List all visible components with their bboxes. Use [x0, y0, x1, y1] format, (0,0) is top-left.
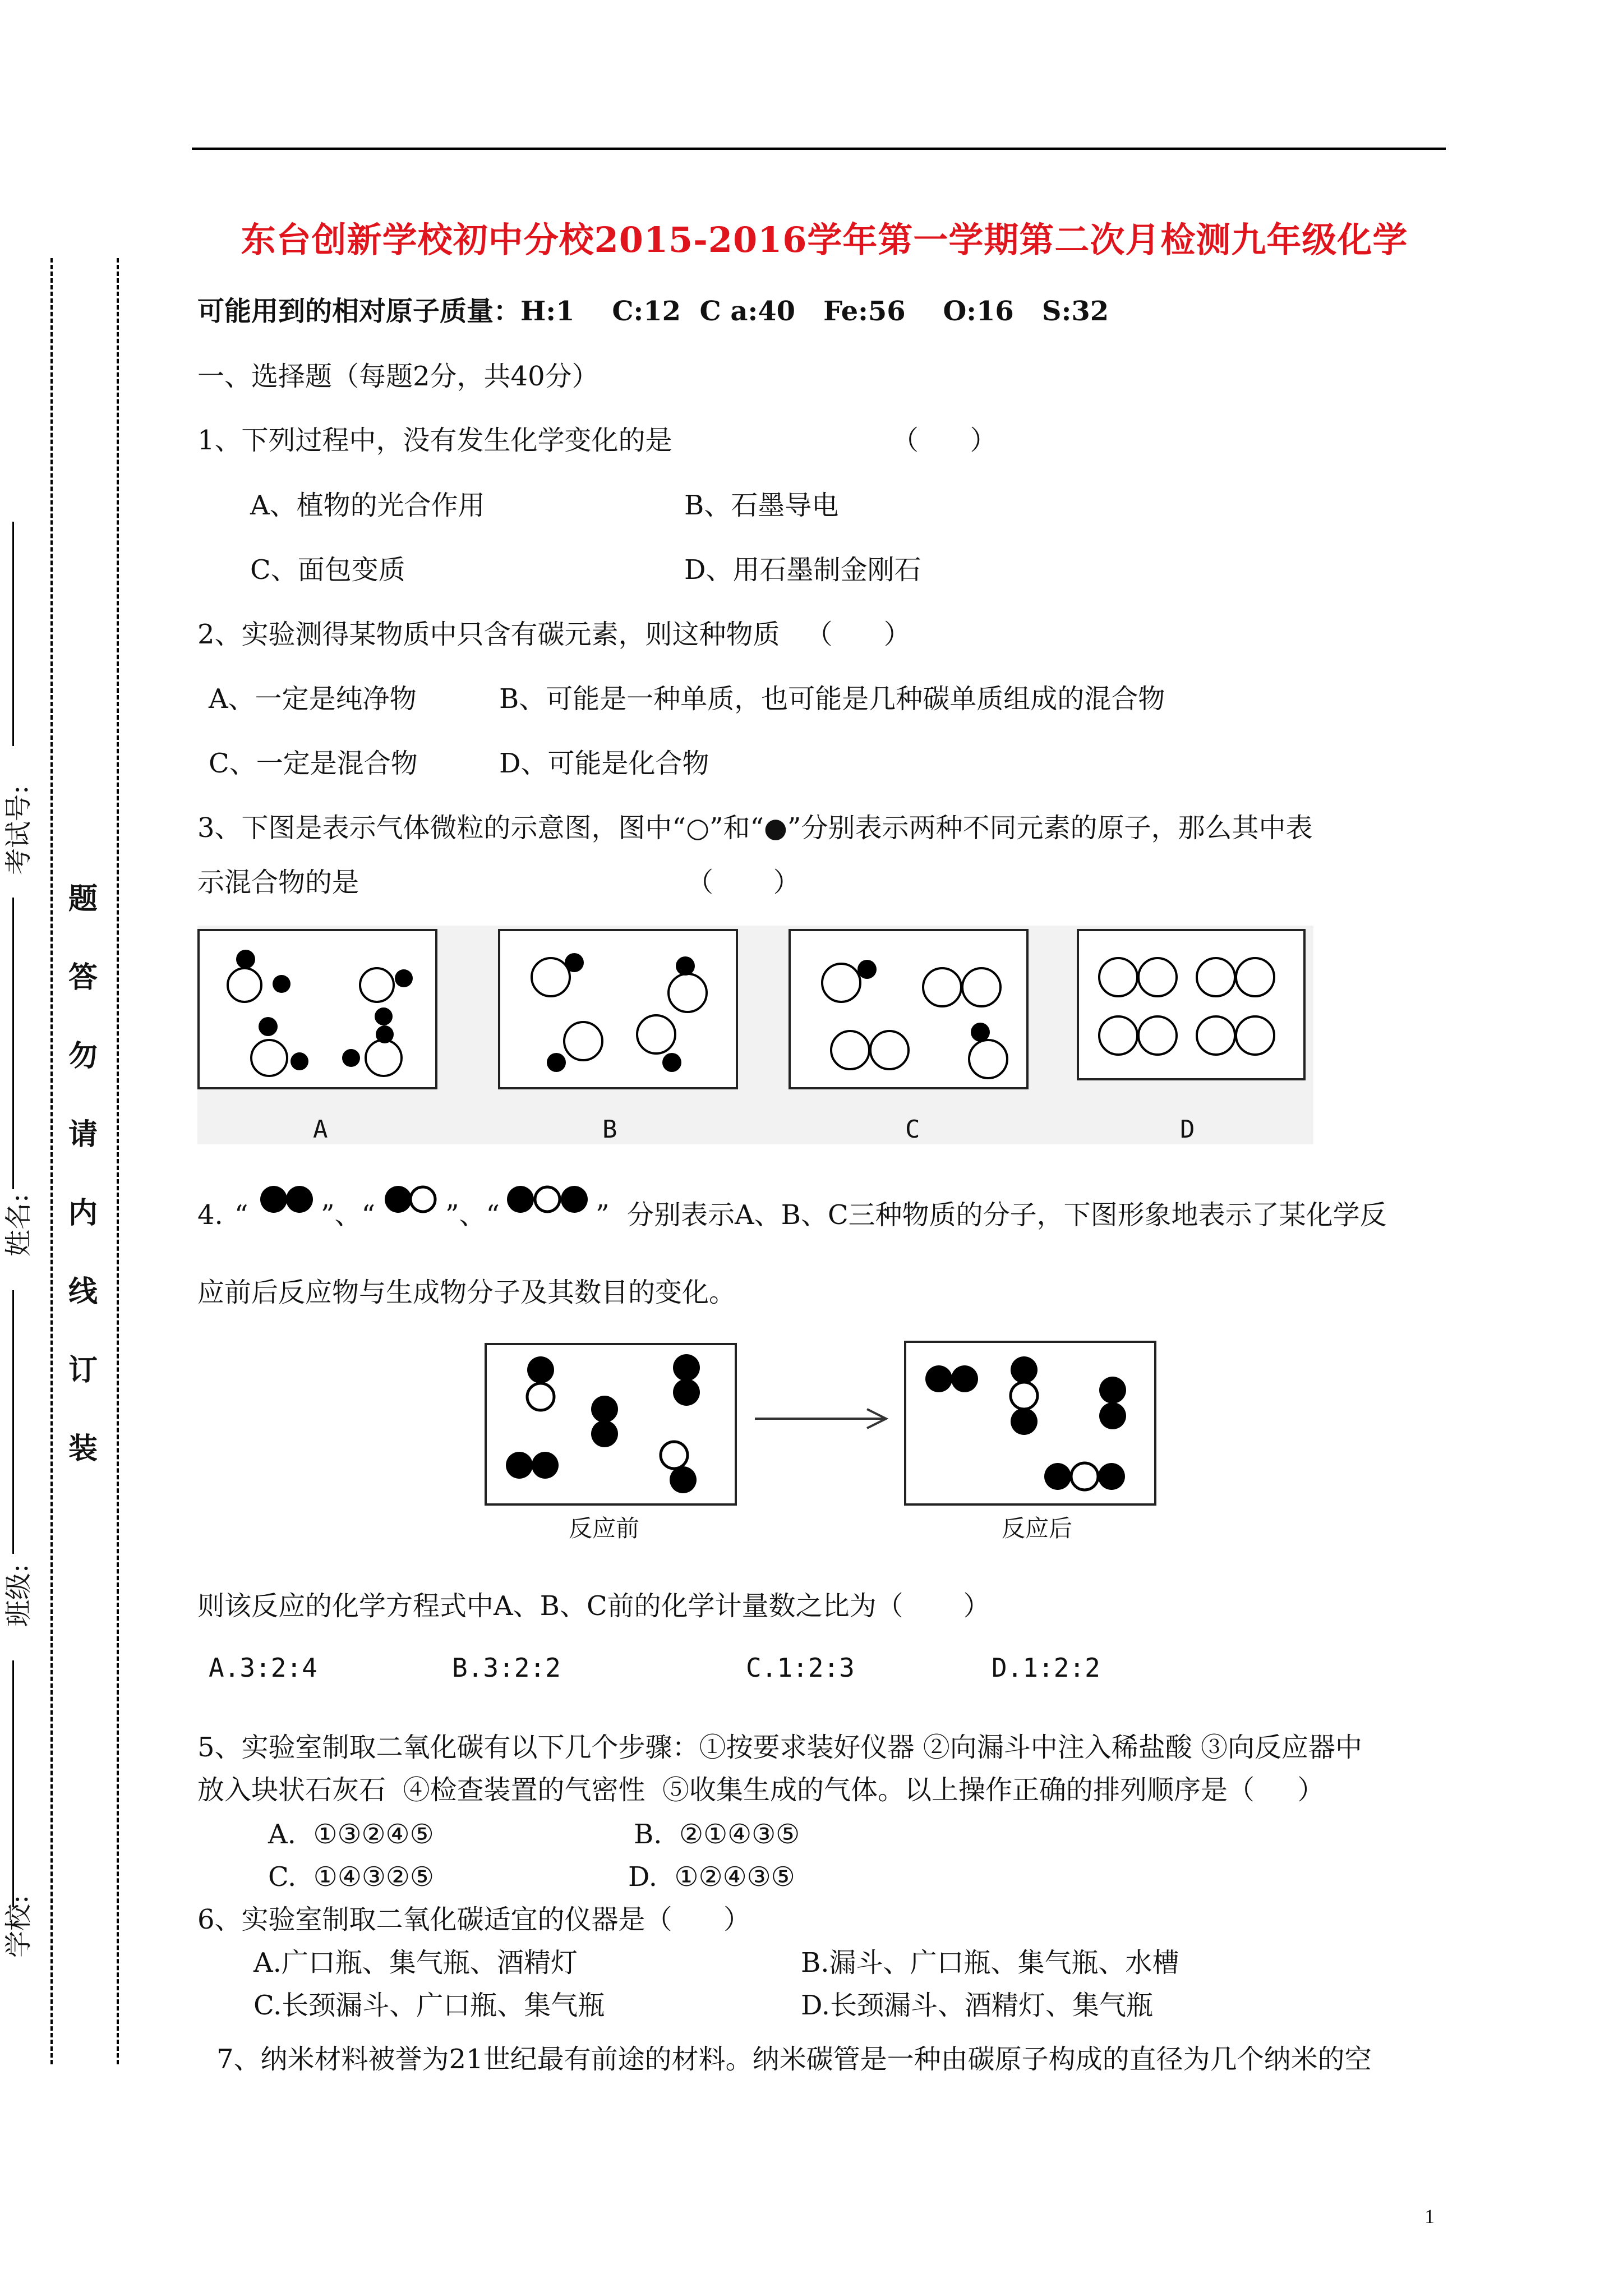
q4-after-box	[904, 1341, 1156, 1506]
q6-option-a: A.广口瓶、集气瓶、酒精灯	[253, 1947, 578, 1978]
q1-option-d: D、用石墨制金刚石	[684, 554, 921, 586]
q3-box-a	[197, 929, 437, 1089]
q3-label-a: A	[313, 1115, 328, 1144]
q4-quote-sep1: ”、“	[321, 1199, 376, 1231]
binding-dashed-line-outer	[50, 258, 53, 2064]
q1-option-b: B、石墨导电	[684, 490, 839, 521]
q4-line2: 应前后反应物与生成物分子及其数目的变化。	[197, 1277, 736, 1308]
seal-char-7: 订	[68, 1353, 98, 1387]
q3-box-d-particles	[1079, 931, 1303, 1078]
q4-after-caption: 反应后	[1002, 1515, 1073, 1542]
seal-char-8: 装	[68, 1432, 98, 1466]
name-label: 姓名:	[3, 1193, 34, 1257]
q5-option-c: C. ①④③②⑤	[268, 1861, 434, 1893]
q1-option-c: C、面包变质	[250, 554, 405, 586]
q5-option-b: B. ②①④③⑤	[634, 1819, 800, 1850]
q6-stem: 6、实验室制取二氧化碳适宜的仪器是（ ）	[197, 1904, 751, 1935]
q6-option-c: C.长颈漏斗、广口瓶、集气瓶	[253, 1990, 605, 2021]
class-underline	[12, 1290, 14, 1554]
q4-before-box	[485, 1343, 737, 1506]
q3-label-d: D	[1180, 1115, 1195, 1144]
atomic-mass-line: 可能用到的相对原子质量：H:1 C:12 C a:40 Fe:56 O:16 S:32	[197, 296, 1109, 327]
section-heading: 一、选择题（每题2分，共40分）	[197, 361, 599, 392]
q4-option-b: B.3:2:2	[452, 1653, 561, 1683]
molecule-b-icon	[381, 1182, 442, 1216]
q3-box-c-particles	[791, 931, 1026, 1087]
q3-line2: 示混合物的是	[197, 867, 359, 898]
q3-line1: 3、下图是表示气体微粒的示意图，图中“○”和“●”分别表示两种不同元素的原子，那么其中表	[197, 812, 1313, 844]
header-rule	[192, 148, 1446, 150]
seal-char-6: 线	[68, 1274, 98, 1309]
q2-option-d: D、可能是化合物	[499, 748, 709, 779]
q5-line1: 5、实验室制取二氧化碳有以下几个步骤：①按要求装好仪器 ②向漏斗中注入稀盐酸 ③向反应器中	[197, 1732, 1363, 1763]
binding-dashed-line-inner	[117, 258, 119, 2064]
exam-no-label: 考试号:	[3, 785, 34, 875]
seal-char-3: 勿	[68, 1039, 98, 1073]
q4-quote-close: ”	[596, 1199, 610, 1231]
q5-option-a: A. ①③②④⑤	[268, 1819, 434, 1850]
q1-option-a: A、植物的光合作用	[250, 490, 485, 521]
q4-after-particles	[906, 1343, 1154, 1503]
q2-option-a: A、一定是纯净物	[209, 683, 417, 715]
seal-char-2: 答	[68, 960, 98, 995]
seal-char-5: 内	[68, 1196, 98, 1230]
molecule-a-icon	[257, 1182, 317, 1216]
school-label: 学校:	[3, 1894, 34, 1958]
q2-option-b: B、可能是一种单质，也可能是几种碳单质组成的混合物	[499, 683, 1165, 715]
q6-option-b: B.漏斗、广口瓶、集气瓶、水槽	[801, 1947, 1179, 1978]
q3-box-c	[789, 929, 1029, 1089]
seal-char-4: 请	[68, 1117, 98, 1152]
q4-before-caption: 反应前	[569, 1515, 640, 1542]
q5-line2: 放入块状石灰石 ④检查装置的气密性 ⑤收集生成的气体。以上操作正确的排列顺序是（ ）	[197, 1774, 1325, 1806]
q3-box-d	[1077, 929, 1306, 1080]
school-underline	[12, 1660, 14, 1907]
q3-box-b	[498, 929, 738, 1089]
q4-quote-open: “	[234, 1199, 248, 1231]
q4-line1-rest: 分别表示A、B、C三种物质的分子，下图形象地表示了某化学反	[627, 1199, 1387, 1231]
exam-no-underline	[12, 522, 14, 746]
q4-quote-sep2: ”、“	[445, 1199, 500, 1231]
name-underline	[12, 898, 14, 1189]
seal-char-1: 题	[68, 882, 98, 916]
q5-option-d: D. ①②④③⑤	[628, 1861, 795, 1893]
class-label: 班级:	[3, 1563, 34, 1627]
q4-option-a: A.3:2:4	[209, 1653, 317, 1683]
q3-box-a-particles	[200, 931, 435, 1087]
q7-line1: 7、纳米材料被誉为21世纪最有前途的材料。纳米碳管是一种由碳原子构成的直径为几个纳米的空	[216, 2044, 1372, 2075]
page-number: 1	[1424, 2205, 1435, 2228]
q3-paren: （ ）	[686, 867, 800, 898]
q2-stem: 2、实验测得某物质中只含有碳元素，则这种物质 （ ）	[197, 619, 911, 650]
q4-option-c: C.1:2:3	[746, 1653, 855, 1683]
q2-option-c: C、一定是混合物	[209, 748, 418, 779]
q1-paren: （ ）	[892, 425, 997, 456]
molecule-c-icon	[504, 1182, 593, 1216]
q3-label-b: B	[602, 1115, 617, 1144]
reaction-arrow-icon	[751, 1405, 892, 1433]
q4-question: 则该反应的化学方程式中A、B、C前的化学计量数之比为（ ）	[197, 1590, 990, 1622]
q1-stem: 1、下列过程中，没有发生化学变化的是	[197, 425, 672, 456]
q6-option-d: D.长颈漏斗、酒精灯、集气瓶	[801, 1990, 1154, 2021]
q4-option-d: D.1:2:2	[992, 1653, 1100, 1683]
exam-title: 东台创新学校初中分校2015-2016学年第一学期第二次月检测九年级化学	[241, 219, 1408, 260]
q4-before-particles	[487, 1345, 735, 1503]
q4-number: 4.	[197, 1199, 223, 1231]
q3-label-c: C	[905, 1115, 920, 1144]
q3-box-b-particles	[500, 931, 736, 1087]
